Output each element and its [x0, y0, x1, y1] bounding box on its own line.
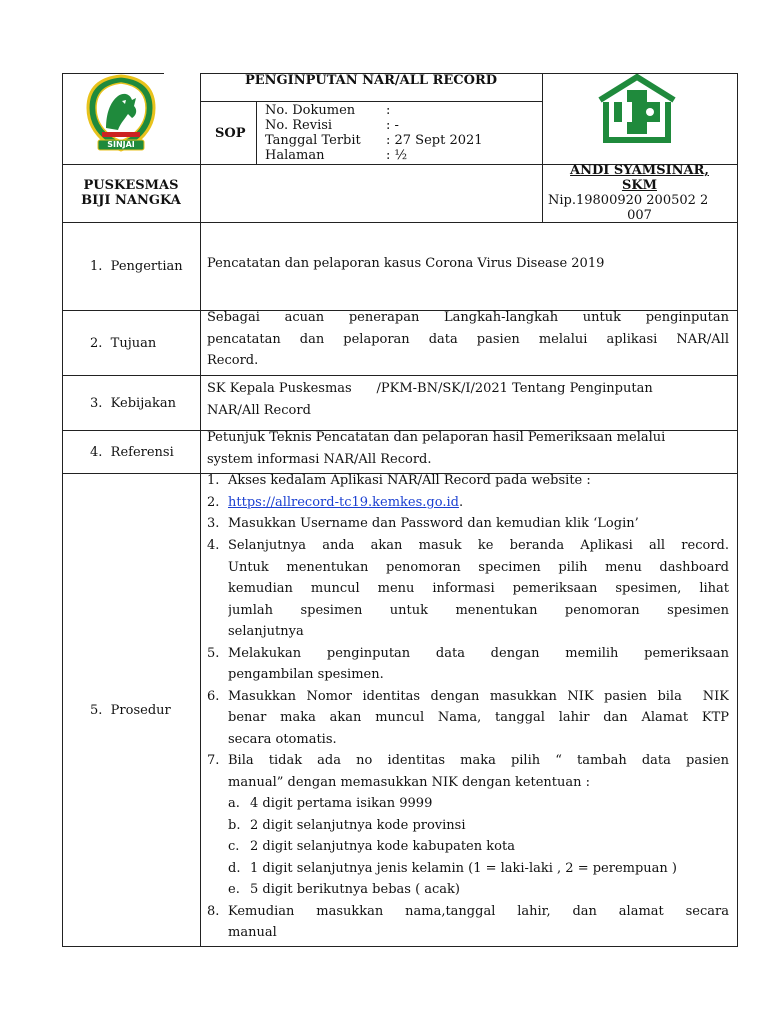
- step-1-text: Akses kedalam Aplikasi NAR/All Record pada website :: [228, 473, 591, 488]
- step-5-line: Melakukan penginputan data dengan memilih pemeriksaan: [228, 646, 729, 661]
- sub-marker: e.: [228, 882, 240, 897]
- step-7-line: Bila tidak ada no identitas maka pilih “ tambah data pasien: [228, 753, 729, 768]
- section-label-pengertian: 1. Pengertian: [90, 259, 183, 274]
- step-number: 1.: [207, 473, 220, 488]
- tujuan-line: Record.: [207, 353, 259, 368]
- doc-label-page: Halaman: [265, 148, 325, 163]
- step-4-line: Untuk menentukan penomoran specimen pilih menu dashboard: [228, 560, 729, 575]
- step-2-text: [228, 495, 463, 511]
- doc-label-number: No. Dokumen: [265, 103, 356, 118]
- step-number: 4.: [207, 538, 220, 553]
- signer-nip-line2: 007: [627, 208, 652, 223]
- step-4-line: jumlah spesimen untuk menentukan penomoran spesimen: [228, 603, 729, 618]
- step-6-line: benar maka akan muncul Nama, tanggal lahir dan Alamat KTP: [228, 710, 729, 725]
- allrecord-link[interactable]: https://allrecord-tc19.kemkes.go.id: [228, 495, 459, 510]
- sop-label: SOP: [215, 126, 246, 141]
- step-6-line: secara otomatis.: [228, 732, 337, 747]
- org-name-line1: PUSKESMAS: [83, 178, 179, 193]
- health-cross-logo: [592, 74, 682, 148]
- pengertian-text: Pencatatan dan pelaporan kasus Corona Virus Disease 2019: [207, 256, 605, 271]
- section-label-referensi: 4. Referensi: [90, 444, 174, 460]
- tujuan-line: Sebagai acuan penerapan Langkah-langkah untuk penginputan: [207, 310, 729, 325]
- doc-label-date: Tanggal Terbit: [265, 133, 361, 148]
- step-8-line: Kemudian masukkan nama,tanggal lahir, dan alamat secara: [228, 904, 729, 919]
- section-label-prosedur: 5. Prosedur: [90, 702, 171, 718]
- step-6-line: Masukkan Nomor identitas dengan masukkan NIK pasien bila NIK: [228, 689, 729, 704]
- sub-item: 4 digit pertama isikan 9999: [250, 796, 433, 811]
- sub-item: 2 digit selanjutnya kode kabupaten kota: [250, 839, 515, 854]
- step-4-line: Selanjutnya anda akan masuk ke beranda Aplikasi all record.: [228, 538, 729, 553]
- step-number: 5.: [207, 646, 220, 661]
- kebijakan-line: NAR/All Record: [207, 403, 311, 418]
- org-name-line2: BIJI NANGKA: [81, 193, 181, 208]
- sub-marker: a.: [228, 796, 240, 811]
- sub-item: 1 digit selanjutnya jenis kelamin (1 = laki-laki , 2 = perempuan ): [250, 861, 677, 876]
- step-number: 6.: [207, 689, 220, 704]
- sub-marker: b.: [228, 818, 241, 833]
- step-8-line: manual: [228, 925, 277, 940]
- step-number: 8.: [207, 904, 220, 919]
- signer-nip-line1: Nip.19800920 200502 2: [548, 193, 709, 208]
- signer-name-line2: SKM: [621, 178, 658, 193]
- referensi-line: Petunjuk Teknis Pencatatan dan pelaporan hasil Pemeriksaan melalui: [207, 430, 666, 445]
- sub-item: 2 digit selanjutnya kode provinsi: [250, 818, 466, 833]
- sub-marker: d.: [228, 861, 241, 876]
- signer-name-line1: ANDI SYAMSINAR,: [570, 163, 709, 178]
- logo-text: SINJAI: [107, 140, 135, 149]
- sub-item: 5 digit berikutnya bebas ( acak): [250, 882, 461, 897]
- doc-value-revision: : -: [386, 118, 399, 133]
- section-label-kebijakan: 3. Kebijakan: [90, 395, 176, 411]
- step-5-line: pengambilan spesimen.: [228, 667, 384, 682]
- doc-value-number: :: [386, 103, 391, 118]
- step-7-line: manual” dengan memasukkan NIK dengan ketentuan :: [228, 775, 591, 790]
- kebijakan-line: SK Kepala Puskesmas /PKM-BN/SK/I/2021 Tentang Penginputan: [207, 381, 653, 396]
- doc-label-revision: No. Revisi: [265, 118, 333, 133]
- step-number: 3.: [207, 516, 220, 531]
- doc-value-page: : ½: [386, 148, 408, 163]
- section-label-tujuan: 2. Tujuan: [90, 335, 157, 351]
- step-4-line: kemudian muncul menu informasi pemeriksaan spesimen, lihat: [228, 581, 729, 596]
- referensi-line: system informasi NAR/All Record.: [207, 452, 432, 467]
- sub-marker: c.: [228, 839, 240, 854]
- tujuan-line: pencatatan dan pelaporan data pasien melalui aplikasi NAR/All: [207, 332, 729, 347]
- step-3-text: Masukkan Username dan Password dan kemudian klik ‘Login’: [228, 516, 639, 531]
- step-number: 2.: [207, 495, 220, 510]
- document-title: PENGINPUTAN NAR/ALL RECORD: [244, 73, 498, 88]
- step-4-line: selanjutnya: [228, 624, 304, 639]
- step-2-tail: .: [458, 495, 464, 510]
- sinjai-logo: [84, 74, 158, 154]
- step-number: 7.: [207, 753, 220, 768]
- doc-value-date: : 27 Sept 2021: [386, 133, 483, 148]
